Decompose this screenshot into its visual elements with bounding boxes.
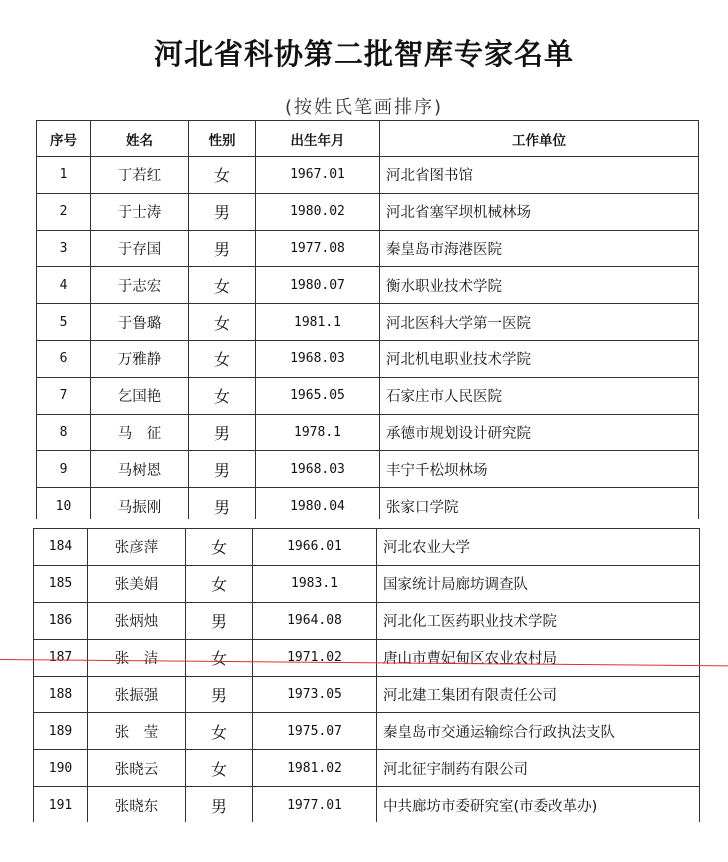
table-row: [34, 713, 700, 750]
table-row: [34, 565, 700, 602]
table-header-row: [37, 121, 699, 157]
name-cell: 张 莹: [88, 713, 186, 750]
expert-table-top: [36, 120, 699, 525]
birth-cell: 1980.02: [256, 193, 380, 230]
header-birth: 出生年月: [256, 121, 380, 157]
birth-cell: 1977.01: [253, 787, 377, 824]
unit-cell: 国家统计局廊坊调查队: [377, 565, 700, 602]
table-row: [37, 451, 699, 488]
gender-cell: 女: [189, 267, 256, 304]
unit-cell: 唐山市曹妃甸区农业农村局: [377, 639, 700, 676]
name-cell: 张美娟: [88, 565, 186, 602]
birth-cell: 1964.08: [253, 602, 377, 639]
table-row: [34, 750, 700, 787]
birth-cell: 1965.05: [256, 377, 380, 414]
gender-cell: 女: [189, 157, 256, 194]
unit-cell: 中共廊坊市委研究室(市委改革办): [377, 787, 700, 824]
unit-cell: 河北农业大学: [377, 529, 700, 566]
unit-cell: 张家口学院: [380, 488, 699, 525]
name-cell: 张炳烛: [88, 602, 186, 639]
seq-cell: 187: [34, 639, 88, 676]
gender-cell: 女: [186, 713, 253, 750]
gender-cell: 男: [186, 602, 253, 639]
gender-cell: 男: [186, 676, 253, 713]
unit-cell: 石家庄市人民医院: [380, 377, 699, 414]
name-cell: 张振强: [88, 676, 186, 713]
gender-cell: 女: [189, 377, 256, 414]
unit-cell: 河北建工集团有限责任公司: [377, 676, 700, 713]
birth-cell: 1968.03: [256, 451, 380, 488]
seq-cell: 188: [34, 676, 88, 713]
seq-cell: 184: [34, 529, 88, 566]
birth-cell: 1973.05: [253, 676, 377, 713]
name-cell: 马振刚: [91, 488, 189, 525]
table-row: [37, 193, 699, 230]
name-cell: 乞国艳: [91, 377, 189, 414]
unit-cell: 河北征宇制药有限公司: [377, 750, 700, 787]
name-cell: 张晓东: [88, 787, 186, 824]
seq-cell: 190: [34, 750, 88, 787]
seq-cell: 1: [37, 157, 91, 194]
gender-cell: 女: [189, 304, 256, 341]
unit-cell: 河北医科大学第一医院: [380, 304, 699, 341]
name-cell: 于存国: [91, 230, 189, 267]
table-row: [37, 304, 699, 341]
gender-cell: 女: [186, 565, 253, 602]
page-subtitle: (按姓氏笔画排序): [284, 97, 444, 118]
unit-cell: 承德市规划设计研究院: [380, 414, 699, 451]
gender-cell: 女: [186, 639, 253, 676]
gender-cell: 男: [189, 193, 256, 230]
birth-cell: 1977.08: [256, 230, 380, 267]
seq-cell: 3: [37, 230, 91, 267]
gender-cell: 女: [186, 529, 253, 566]
seq-cell: 185: [34, 565, 88, 602]
unit-cell: 秦皇岛市交通运输综合行政执法支队: [377, 713, 700, 750]
birth-cell: 1971.02: [253, 639, 377, 676]
table-row: [37, 340, 699, 377]
name-cell: 马 征: [91, 414, 189, 451]
seq-cell: 10: [37, 488, 91, 525]
name-cell: 于鲁璐: [91, 304, 189, 341]
seq-cell: 5: [37, 304, 91, 341]
table-row: [37, 414, 699, 451]
birth-cell: 1975.07: [253, 713, 377, 750]
birth-cell: 1968.03: [256, 340, 380, 377]
gender-cell: 男: [189, 451, 256, 488]
seq-cell: 9: [37, 451, 91, 488]
birth-cell: 1967.01: [256, 157, 380, 194]
unit-cell: 河北机电职业技术学院: [380, 340, 699, 377]
name-cell: 张晓云: [88, 750, 186, 787]
birth-cell: 1981.02: [253, 750, 377, 787]
table-row: [37, 157, 699, 194]
table-row: [34, 676, 700, 713]
gender-cell: 男: [189, 230, 256, 267]
seq-cell: 186: [34, 602, 88, 639]
table-row: [34, 529, 700, 566]
birth-cell: 1983.1: [253, 565, 377, 602]
gender-cell: 女: [189, 340, 256, 377]
name-cell: 马树恩: [91, 451, 189, 488]
birth-cell: 1966.01: [253, 529, 377, 566]
header-name: 姓名: [91, 121, 189, 157]
header-gender: 性别: [189, 121, 256, 157]
gender-cell: 男: [189, 414, 256, 451]
table-row: [34, 787, 700, 824]
gender-cell: 女: [186, 750, 253, 787]
seq-cell: 2: [37, 193, 91, 230]
name-cell: 丁若红: [91, 157, 189, 194]
unit-cell: 丰宁千松坝林场: [380, 451, 699, 488]
seq-cell: 8: [37, 414, 91, 451]
table-row: [34, 639, 700, 676]
table-row: [34, 602, 700, 639]
table-row: [37, 377, 699, 414]
unit-cell: 河北化工医药职业技术学院: [377, 602, 700, 639]
name-cell: 万雅静: [91, 340, 189, 377]
header-unit: 工作单位: [380, 121, 699, 157]
birth-cell: 1980.04: [256, 488, 380, 525]
unit-cell: 衡水职业技术学院: [380, 267, 699, 304]
birth-cell: 1980.07: [256, 267, 380, 304]
gender-cell: 男: [186, 787, 253, 824]
name-cell: 张 洁: [88, 639, 186, 676]
header-seq: 序号: [37, 121, 91, 157]
gender-cell: 男: [189, 488, 256, 525]
unit-cell: 河北省图书馆: [380, 157, 699, 194]
name-cell: 张彦萍: [88, 529, 186, 566]
seq-cell: 7: [37, 377, 91, 414]
unit-cell: 秦皇岛市海港医院: [380, 230, 699, 267]
expert-table-bottom: [33, 528, 700, 824]
table-row: [37, 230, 699, 267]
seq-cell: 189: [34, 713, 88, 750]
table-row: [37, 267, 699, 304]
page-crop-edge: [0, 822, 728, 862]
unit-cell: 河北省塞罕坝机械林场: [380, 193, 699, 230]
birth-cell: 1981.1: [256, 304, 380, 341]
name-cell: 于志宏: [91, 267, 189, 304]
page-title: 河北省科协第二批智库专家名单: [153, 37, 574, 71]
section-break: [0, 519, 728, 528]
name-cell: 于士涛: [91, 193, 189, 230]
seq-cell: 6: [37, 340, 91, 377]
seq-cell: 191: [34, 787, 88, 824]
seq-cell: 4: [37, 267, 91, 304]
birth-cell: 1978.1: [256, 414, 380, 451]
